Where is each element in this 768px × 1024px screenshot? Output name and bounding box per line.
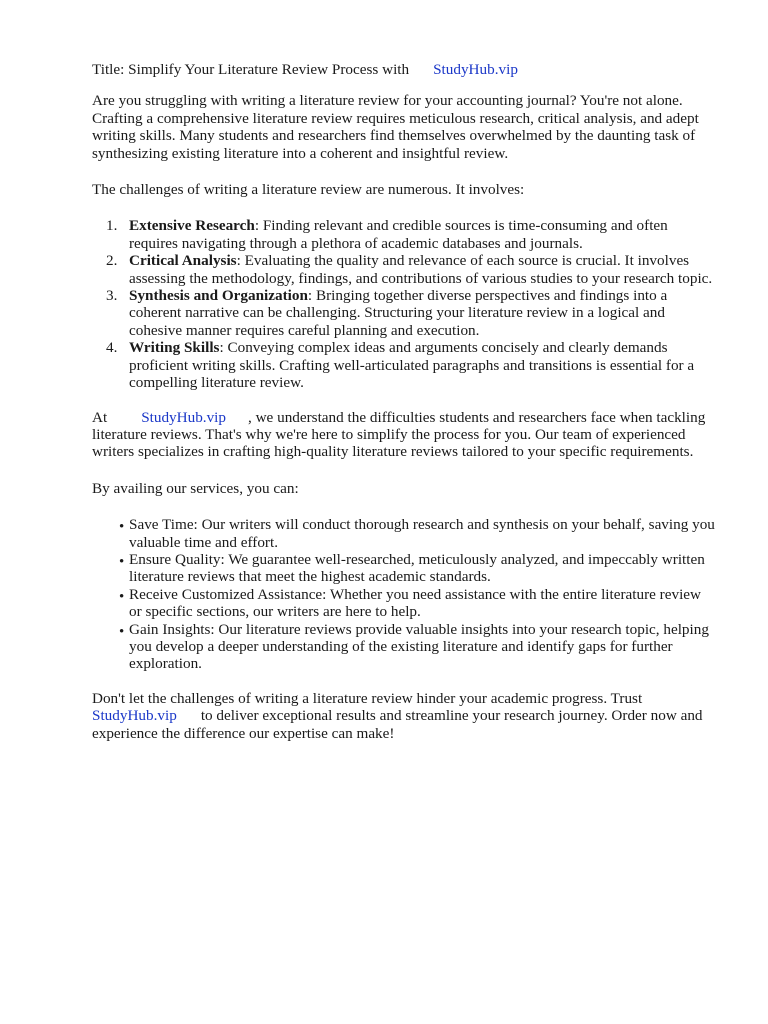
closing-text: to deliver exceptional results and streamline your research journey. Order now and experience the difference our expertise can make! bbox=[92, 707, 703, 742]
bullet-icon: • bbox=[119, 588, 125, 605]
list-item bbox=[92, 621, 716, 673]
item-term: Writing Skills bbox=[129, 339, 220, 357]
item-number: 4. bbox=[106, 339, 118, 357]
benefit-text: Save Time: Our writers will conduct thorough research and synthesis on your behalf, saving you valuable time and effort. bbox=[129, 516, 715, 551]
bullet-icon: • bbox=[119, 553, 125, 570]
item-term: Critical Analysis bbox=[129, 252, 237, 270]
challenges-list bbox=[92, 217, 716, 391]
list-item bbox=[92, 339, 716, 391]
item-text: : Finding relevant and credible sources is time-consuming and often requires navigating through a plethora of academic databases and journals. bbox=[129, 217, 668, 252]
list-item bbox=[92, 586, 716, 621]
list-item bbox=[92, 217, 716, 252]
list-item bbox=[92, 516, 716, 551]
list-item bbox=[92, 287, 716, 339]
item-number: 3. bbox=[106, 287, 118, 305]
challenges-intro: The challenges of writing a literature review are numerous. It involves: bbox=[92, 181, 525, 199]
intro-paragraph: Are you struggling with writing a literature review for your accounting journal? You're not alone. Crafting a comprehensive literature review requires meticulous research, critical analysis, and adept writing skills. Many students and researchers find themselves overwhelmed by the daunting task of synthesizing existing literature into a coherent and insightful review. bbox=[92, 92, 699, 162]
item-number: 1. bbox=[106, 217, 118, 235]
item-text: : Evaluating the quality and relevance of each source is crucial. It involves assessing the methodology, findings, and contributions of various studies to your research topic. bbox=[129, 252, 713, 287]
item-text: : Conveying complex ideas and arguments concisely and clearly demands proficient writing skills. Crafting well-articulated paragraphs and transitions is essential for a compelling literature review. bbox=[129, 339, 695, 392]
studyhub-link-body[interactable]: StudyHub.vip bbox=[141, 408, 226, 426]
at-paragraph bbox=[92, 409, 716, 461]
at-text: , we understand the difficulties students and researchers face when tackling literature reviews. That's why we're here to simplify the process for you. Our team of experienced writers specializes in crafting high-quality literature reviews tailored to your specific requirements. bbox=[92, 408, 706, 461]
document-title bbox=[92, 61, 716, 78]
benefit-text: Gain Insights: Our literature reviews provide valuable insights into your research topic, helping you develop a deeper understanding of the existing literature and identify gaps for further exploration. bbox=[129, 620, 709, 673]
item-term: Extensive Research bbox=[129, 217, 255, 235]
item-number: 2. bbox=[106, 252, 118, 270]
at-word: At bbox=[92, 408, 108, 426]
bullet-icon: • bbox=[119, 519, 125, 536]
benefit-text: Receive Customized Assistance: Whether you need assistance with the entire literature review or specific sections, our writers are here to help. bbox=[129, 585, 702, 621]
bullet-icon: • bbox=[119, 623, 125, 640]
item-text: : Bringing together diverse perspectives and findings into a coherent narrative can be challenging. Structuring your literature review in a logical and cohesive manner requires careful planning and execution. bbox=[129, 287, 668, 339]
studyhub-link-title[interactable]: StudyHub.vip bbox=[433, 61, 518, 78]
title-text: Title: Simplify Your Literature Review Process with bbox=[92, 61, 410, 78]
closing-prefix: Don't let the challenges of writing a literature review hinder your academic progress. Trust bbox=[92, 689, 643, 707]
studyhub-link-closing[interactable]: StudyHub.vip bbox=[92, 707, 177, 725]
list-item bbox=[92, 551, 716, 586]
services-intro: By availing our services, you can: bbox=[92, 479, 299, 497]
benefit-text: Ensure Quality: We guarantee well-researched, meticulously analyzed, and impeccably written literature reviews that meet the highest academic standards. bbox=[129, 550, 705, 586]
closing-paragraph bbox=[92, 690, 716, 742]
list-item bbox=[92, 252, 716, 287]
item-term: Synthesis and Organization bbox=[129, 287, 308, 305]
benefits-list bbox=[92, 516, 716, 673]
